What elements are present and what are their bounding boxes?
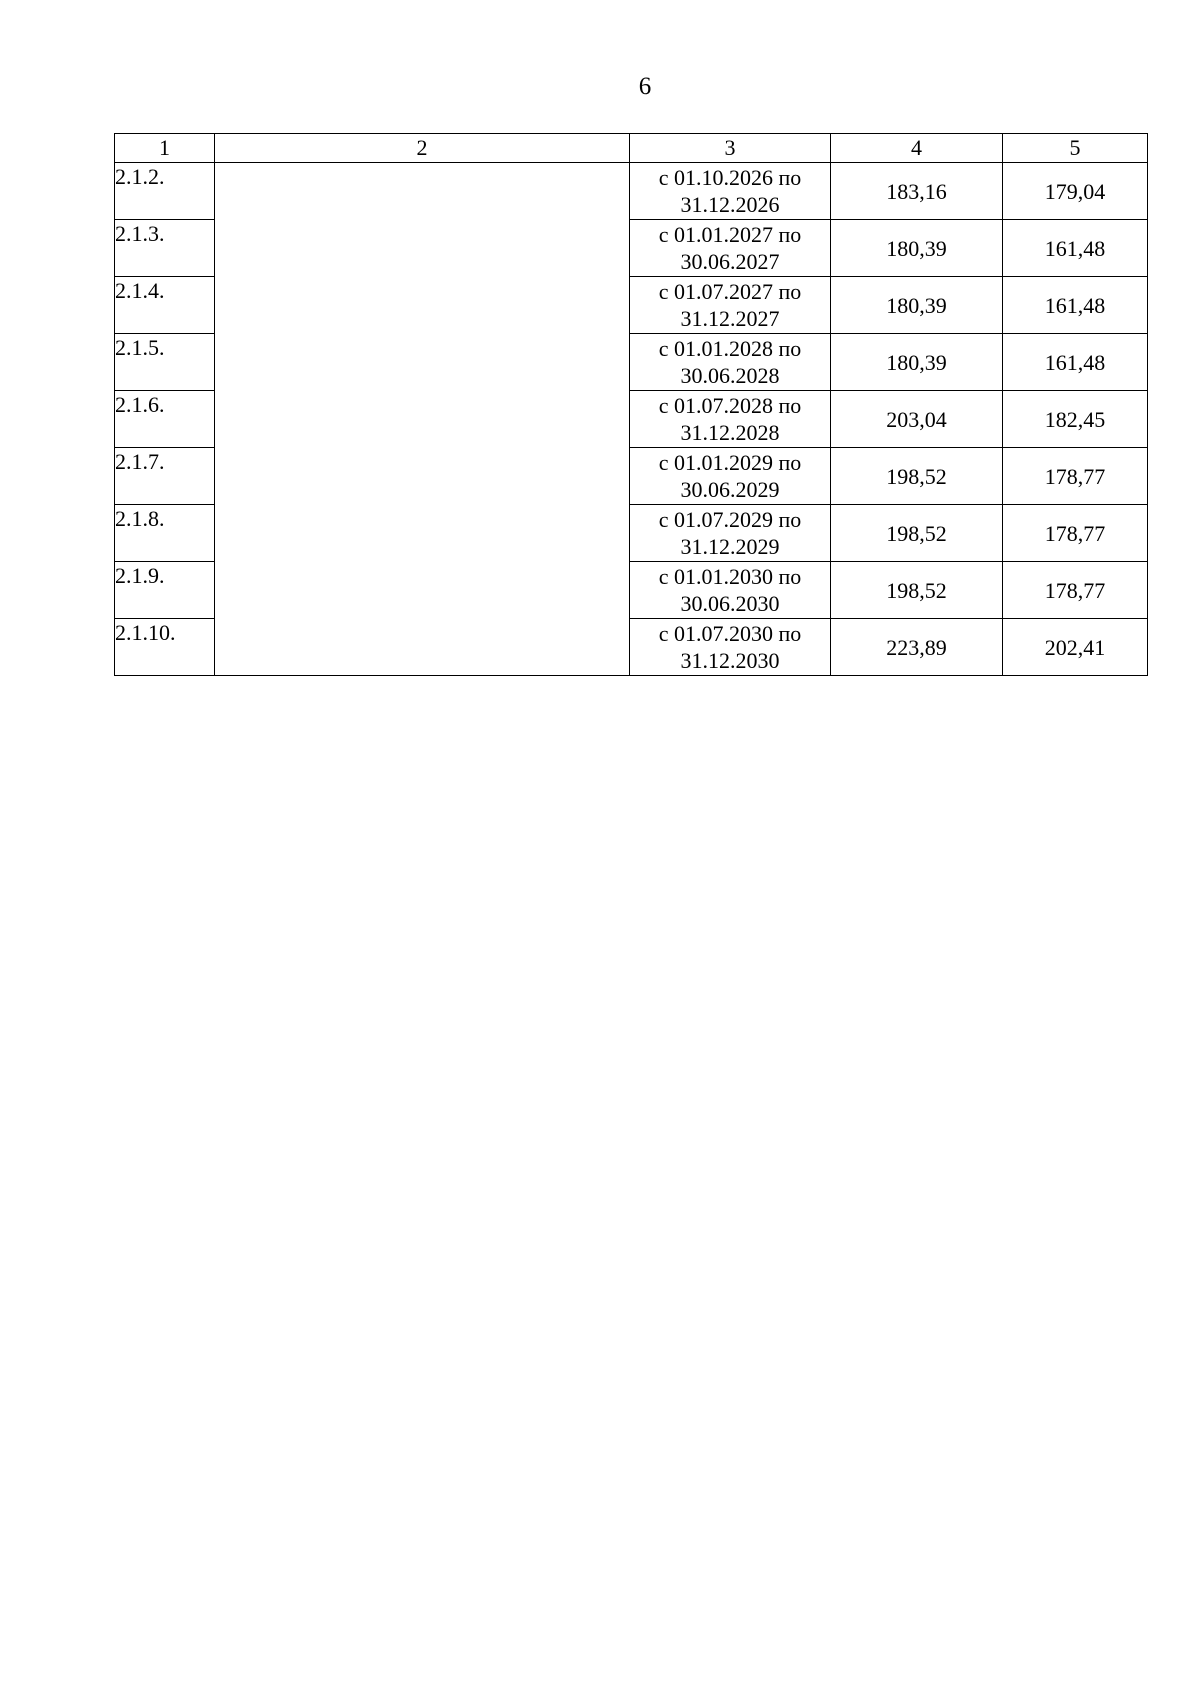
value-col-5: 161,48: [1003, 334, 1148, 391]
value-col-4: 183,16: [831, 163, 1003, 220]
period-cell: [630, 391, 831, 448]
period-cell: [630, 220, 831, 277]
row-number: 2.1.10.: [115, 619, 215, 676]
period-start: с 01.01.2028 по: [658, 336, 802, 361]
value-col-4: 198,52: [831, 448, 1003, 505]
period-end: 31.12.2027: [680, 306, 780, 331]
period-end: 31.12.2028: [680, 420, 780, 445]
period-cell: [630, 619, 831, 676]
table-row: [115, 163, 1148, 220]
period-end: 30.06.2029: [680, 477, 780, 502]
period-cell: [630, 334, 831, 391]
period-start: с 01.07.2030 по: [658, 621, 802, 646]
value-col-5: 202,41: [1003, 619, 1148, 676]
period-start: с 01.01.2027 по: [658, 222, 802, 247]
value-col-5: 161,48: [1003, 277, 1148, 334]
value-col-4: 198,52: [831, 505, 1003, 562]
period-start: с 01.07.2029 по: [658, 507, 802, 532]
header-col-1: 1: [115, 134, 215, 163]
page-number: 6: [638, 73, 652, 100]
period-cell: [630, 505, 831, 562]
value-col-4: 198,52: [831, 562, 1003, 619]
period-end: 30.06.2028: [680, 363, 780, 388]
period-start: с 01.01.2029 по: [658, 450, 802, 475]
period-start: с 01.07.2027 по: [658, 279, 802, 304]
row-number: 2.1.7.: [115, 448, 215, 505]
row-number: 2.1.5.: [115, 334, 215, 391]
period-end: 31.12.2029: [680, 534, 780, 559]
value-col-4: 203,04: [831, 391, 1003, 448]
row-number: 2.1.2.: [115, 163, 215, 220]
header-col-5: 5: [1003, 134, 1148, 163]
period-end: 31.12.2026: [680, 192, 780, 217]
period-cell: [630, 562, 831, 619]
header-col-2: 2: [215, 134, 630, 163]
period-start: с 01.01.2030 по: [658, 564, 802, 589]
value-col-4: 180,39: [831, 277, 1003, 334]
period-cell: [630, 277, 831, 334]
value-col-5: 178,77: [1003, 505, 1148, 562]
value-col-5: 178,77: [1003, 562, 1148, 619]
value-col-5: 182,45: [1003, 391, 1148, 448]
period-start: с 01.07.2028 по: [658, 393, 802, 418]
value-col-4: 180,39: [831, 220, 1003, 277]
row-number: 2.1.6.: [115, 391, 215, 448]
value-col-5: 178,77: [1003, 448, 1148, 505]
value-col-5: 161,48: [1003, 220, 1148, 277]
header-row: [115, 134, 1148, 163]
period-cell: [630, 163, 831, 220]
value-col-4: 180,39: [831, 334, 1003, 391]
description-cell: [215, 163, 630, 676]
period-cell: [630, 448, 831, 505]
value-col-5: 179,04: [1003, 163, 1148, 220]
period-end: 31.12.2030: [680, 648, 780, 673]
period-end: 30.06.2027: [680, 249, 780, 274]
value-col-4: 223,89: [831, 619, 1003, 676]
row-number: 2.1.4.: [115, 277, 215, 334]
tariff-table: [114, 133, 1148, 676]
row-number: 2.1.9.: [115, 562, 215, 619]
header-col-3: 3: [630, 134, 831, 163]
period-end: 30.06.2030: [680, 591, 780, 616]
row-number: 2.1.3.: [115, 220, 215, 277]
header-col-4: 4: [831, 134, 1003, 163]
row-number: 2.1.8.: [115, 505, 215, 562]
period-start: с 01.10.2026 по: [658, 165, 802, 190]
